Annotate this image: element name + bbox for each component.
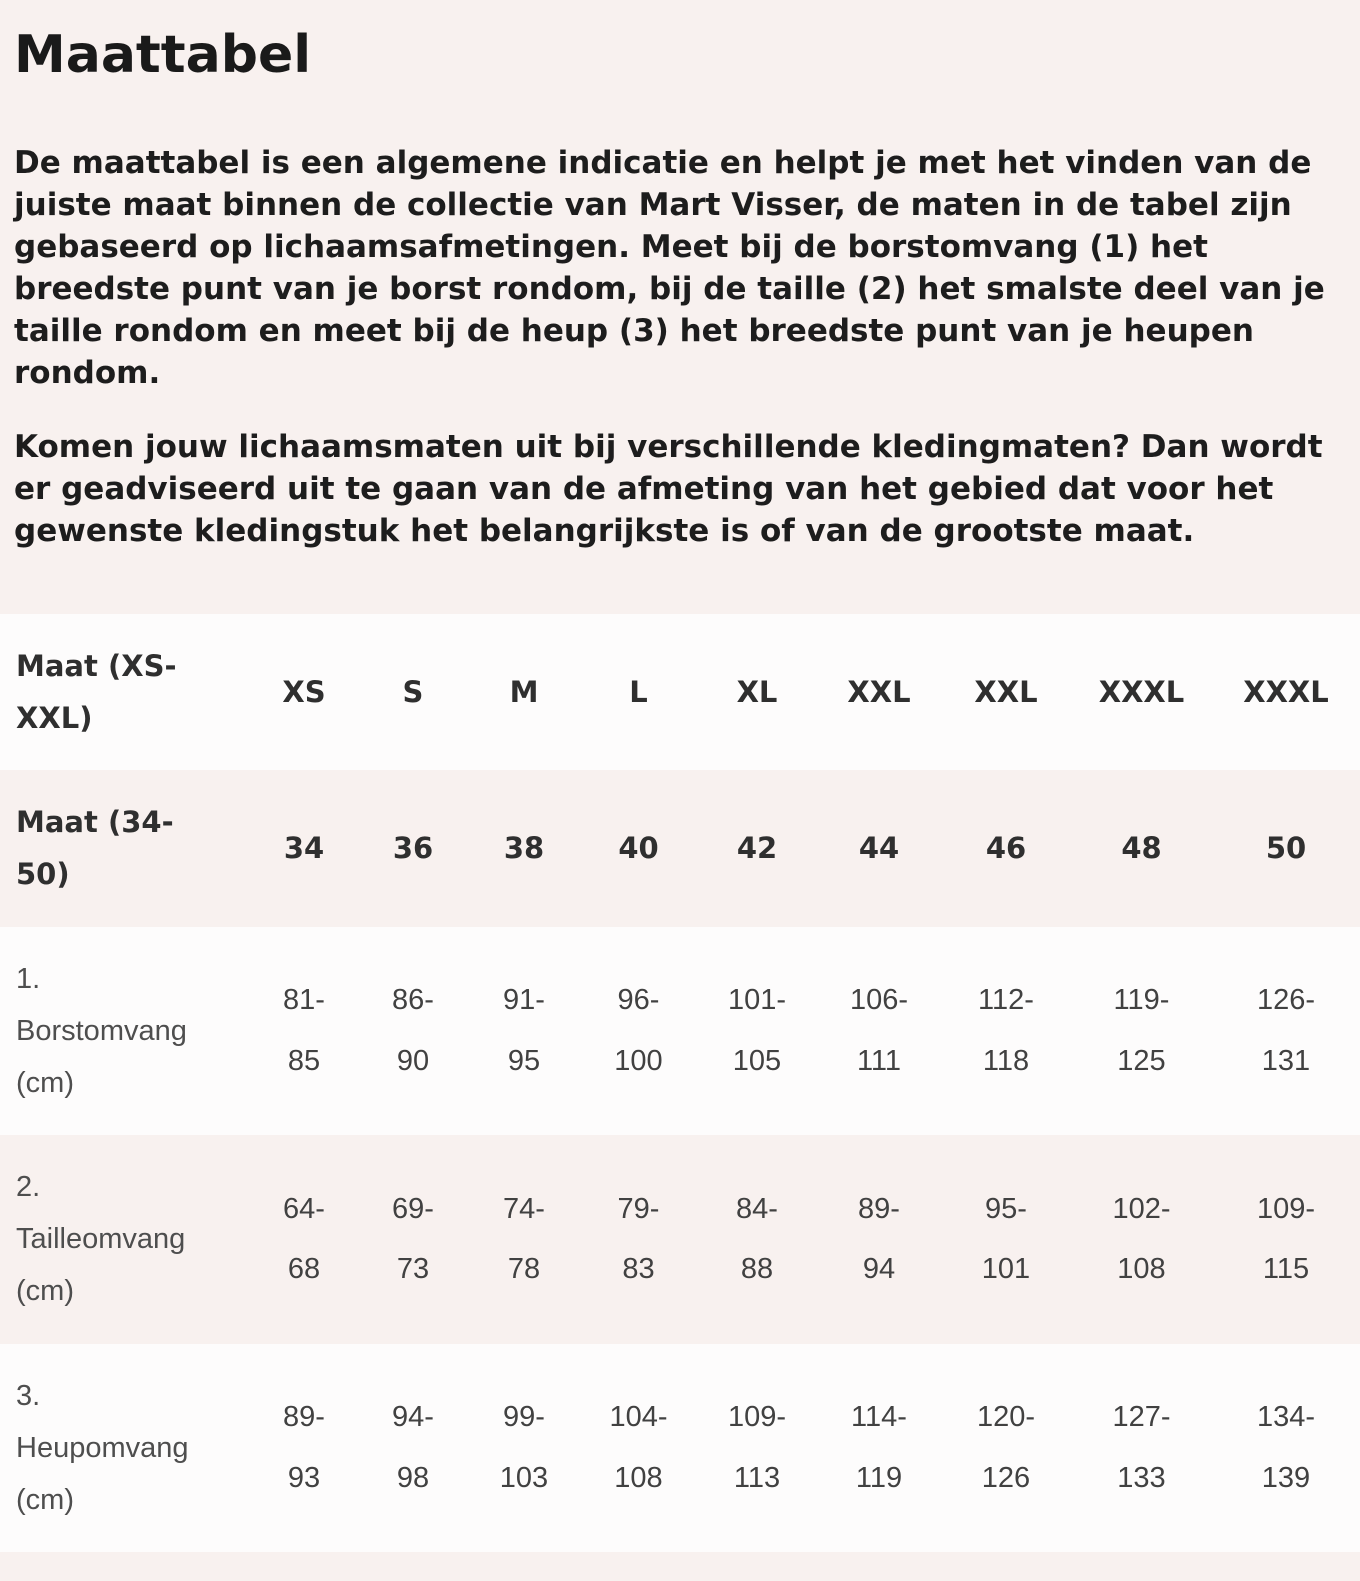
measurement-cell: 69- 73 [358, 1135, 468, 1344]
measurement-cell: 91- 95 [468, 927, 580, 1136]
measurement-cell: 89- 93 [250, 1344, 358, 1553]
measurement-cell: 120- 126 [941, 1344, 1071, 1553]
advice-paragraph: Komen jouw lichaamsmaten uit bij verschillende kledingmaten? Dan wordt er geadviseerd uit te gaan van de afmeting van het gebied dat voor het gewenste kledingstuk het belangrijkste is of van de grootste maat. [14, 428, 1323, 549]
size-guide-section [0, 26, 1360, 1552]
size-header-cell: XL [697, 614, 817, 770]
size-header-cell: XXL [941, 614, 1071, 770]
size-table [0, 614, 1360, 1552]
table-row [0, 1135, 1360, 1344]
size-header-cell: 50 [1212, 770, 1360, 926]
table-row [0, 1344, 1360, 1553]
row-label: 3. Heupomvang (cm) [0, 1344, 250, 1553]
measurement-cell: 95- 101 [941, 1135, 1071, 1344]
measurement-cell: 119- 125 [1071, 927, 1212, 1136]
size-header-cell: XS [250, 614, 358, 770]
measurement-cell: 109- 113 [697, 1344, 817, 1553]
size-header-cell: 44 [817, 770, 941, 926]
size-table-body [0, 614, 1360, 1552]
row-label: Maat (XS-XXL) [0, 614, 250, 770]
measurement-cell: 99- 103 [468, 1344, 580, 1553]
measurement-cell: 102- 108 [1071, 1135, 1212, 1344]
page-title: Maattabel [14, 25, 312, 85]
size-header-cell: 46 [941, 770, 1071, 926]
row-label: 2. Tailleomvang (cm) [0, 1135, 250, 1344]
row-label: Maat (34-50) [0, 770, 250, 926]
measurement-cell: 104- 108 [580, 1344, 697, 1553]
size-header-cell: XXXL [1071, 614, 1212, 770]
size-header-cell: XXL [817, 614, 941, 770]
size-header-cell: L [580, 614, 697, 770]
size-header-cell: S [358, 614, 468, 770]
measurement-cell: 114- 119 [817, 1344, 941, 1553]
measurement-cell: 89- 94 [817, 1135, 941, 1344]
measurement-cell: 79- 83 [580, 1135, 697, 1344]
measurement-cell: 112- 118 [941, 927, 1071, 1136]
size-header-cell: 38 [468, 770, 580, 926]
size-header-cell: 42 [697, 770, 817, 926]
measurement-cell: 81- 85 [250, 927, 358, 1136]
measurement-cell: 127- 133 [1071, 1344, 1212, 1553]
measurement-cell: 64- 68 [250, 1135, 358, 1344]
measurement-cell: 94- 98 [358, 1344, 468, 1553]
table-row [0, 927, 1360, 1136]
measurement-cell: 96- 100 [580, 927, 697, 1136]
measurement-cell: 126- 131 [1212, 927, 1360, 1136]
measurement-cell: 109- 115 [1212, 1135, 1360, 1344]
measurement-cell: 84- 88 [697, 1135, 817, 1344]
size-header-cell: 34 [250, 770, 358, 926]
table-row [0, 614, 1360, 770]
table-row [0, 770, 1360, 926]
measurement-cell: 74- 78 [468, 1135, 580, 1344]
measurement-cell: 101- 105 [697, 927, 817, 1136]
size-header-cell: XXXL [1212, 614, 1360, 770]
measurement-cell: 106- 111 [817, 927, 941, 1136]
row-label: 1. Borstomvang (cm) [0, 927, 250, 1136]
size-header-cell: 40 [580, 770, 697, 926]
size-header-cell: 48 [1071, 770, 1212, 926]
measurement-cell: 86- 90 [358, 927, 468, 1136]
measurement-cell: 134- 139 [1212, 1344, 1360, 1553]
size-header-cell: 36 [358, 770, 468, 926]
intro-paragraph: De maattabel is een algemene indicatie en helpt je met het vinden van de juiste maat binnen de collectie van Mart Visser, de maten in de tabel zijn gebaseerd op lichaamsafmetingen. Meet bij de borstomvang (1) het breedste punt van je borst rondom, bij de taille (2) het smalste deel van je taille rondom en meet bij de heup (3) het breedste punt van je heupen rondom. [14, 144, 1325, 391]
size-header-cell: M [468, 614, 580, 770]
